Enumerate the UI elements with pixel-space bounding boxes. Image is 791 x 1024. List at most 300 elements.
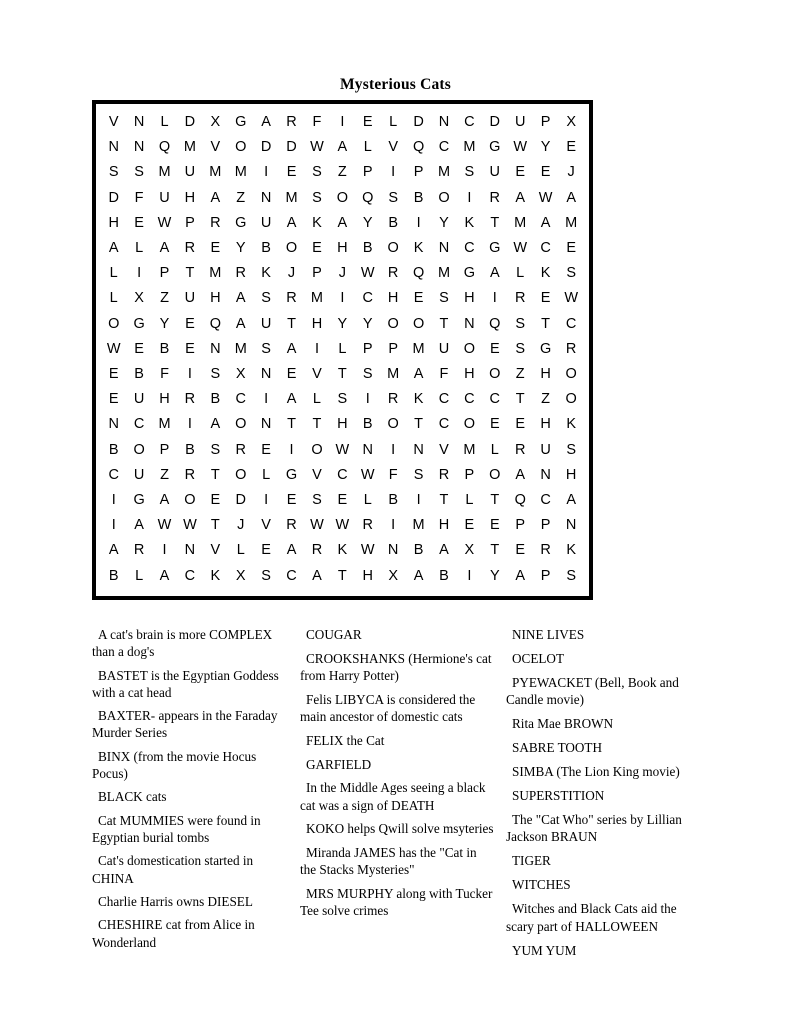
letter-cell[interactable]: M bbox=[209, 265, 222, 282]
letter-cell[interactable]: N bbox=[362, 441, 373, 458]
letter-cell[interactable]: H bbox=[565, 466, 577, 483]
letter-cell[interactable]: C bbox=[362, 290, 373, 307]
letter-cell[interactable]: G bbox=[539, 340, 552, 357]
letter-cell[interactable]: A bbox=[286, 391, 297, 408]
letter-cell[interactable]: L bbox=[160, 114, 169, 130]
letter-cell[interactable]: I bbox=[467, 567, 472, 584]
letter-cell[interactable]: U bbox=[489, 164, 501, 181]
letter-cell[interactable]: W bbox=[360, 265, 375, 282]
letter-cell[interactable]: F bbox=[388, 466, 398, 483]
letter-cell[interactable]: W bbox=[335, 441, 350, 458]
letter-cell[interactable]: O bbox=[387, 240, 399, 257]
letter-cell[interactable]: O bbox=[438, 189, 450, 206]
letter-cell[interactable]: S bbox=[312, 189, 322, 206]
letter-cell[interactable]: W bbox=[157, 517, 172, 534]
letter-cell[interactable]: H bbox=[540, 416, 551, 433]
letter-cell[interactable]: U bbox=[260, 315, 272, 332]
letter-cell[interactable]: S bbox=[515, 315, 526, 332]
letter-cell[interactable]: E bbox=[134, 340, 144, 357]
letter-cell[interactable]: M bbox=[412, 340, 425, 357]
letter-cell[interactable]: Z bbox=[160, 466, 169, 483]
letter-cell[interactable]: R bbox=[286, 517, 297, 534]
letter-cell[interactable]: N bbox=[133, 139, 145, 156]
letter-cell[interactable]: D bbox=[235, 492, 246, 509]
letter-cell[interactable]: R bbox=[184, 391, 196, 408]
letter-cell[interactable]: M bbox=[463, 441, 476, 458]
letter-cell[interactable]: T bbox=[287, 416, 296, 433]
letter-cell[interactable]: N bbox=[413, 441, 424, 458]
letter-cell[interactable]: A bbox=[540, 214, 551, 231]
letter-cell[interactable]: B bbox=[362, 416, 373, 433]
letter-cell[interactable]: W bbox=[513, 240, 528, 257]
letter-cell[interactable]: K bbox=[413, 240, 424, 257]
letter-cell[interactable]: O bbox=[235, 416, 247, 433]
letter-cell[interactable]: O bbox=[108, 315, 120, 332]
letter-cell[interactable]: B bbox=[388, 492, 398, 509]
letter-cell[interactable]: H bbox=[362, 567, 373, 584]
letter-cell[interactable]: E bbox=[413, 290, 424, 307]
letter-cell[interactable]: S bbox=[134, 164, 144, 181]
letter-cell[interactable]: S bbox=[388, 189, 398, 206]
letter-cell[interactable]: O bbox=[387, 416, 399, 433]
letter-cell[interactable]: C bbox=[438, 416, 450, 433]
letter-cell[interactable]: P bbox=[159, 441, 170, 458]
letter-cell[interactable]: I bbox=[391, 517, 396, 534]
letter-cell[interactable]: Z bbox=[515, 366, 525, 383]
letter-cell[interactable]: T bbox=[210, 466, 220, 483]
letter-cell[interactable]: S bbox=[210, 441, 221, 458]
letter-cell[interactable]: C bbox=[464, 240, 475, 257]
letter-cell[interactable]: P bbox=[185, 214, 195, 231]
letter-cell[interactable]: K bbox=[566, 416, 576, 433]
letter-cell[interactable]: Q bbox=[489, 315, 501, 332]
letter-cell[interactable]: C bbox=[540, 240, 551, 257]
letter-cell[interactable]: W bbox=[513, 139, 528, 156]
letter-cell[interactable]: G bbox=[489, 240, 501, 257]
letter-cell[interactable]: L bbox=[312, 391, 321, 408]
letter-cell[interactable]: C bbox=[438, 139, 450, 156]
letter-cell[interactable]: H bbox=[438, 517, 450, 534]
letter-cell[interactable]: E bbox=[286, 164, 297, 181]
letter-cell[interactable]: L bbox=[109, 265, 118, 282]
letter-cell[interactable]: P bbox=[159, 265, 170, 282]
letter-cell[interactable]: E bbox=[108, 366, 119, 383]
letter-cell[interactable]: N bbox=[184, 542, 196, 559]
letter-cell[interactable]: T bbox=[337, 567, 347, 584]
letter-cell[interactable]: H bbox=[540, 366, 551, 383]
letter-cell[interactable]: T bbox=[312, 416, 322, 433]
letter-cell[interactable]: A bbox=[515, 189, 526, 206]
letter-cell[interactable]: T bbox=[490, 214, 500, 231]
letter-cell[interactable]: A bbox=[108, 542, 119, 559]
letter-cell[interactable]: Y bbox=[235, 240, 246, 257]
letter-cell[interactable]: M bbox=[437, 265, 451, 282]
letter-cell[interactable]: T bbox=[185, 265, 195, 282]
letter-cell[interactable]: A bbox=[515, 567, 526, 584]
letter-cell[interactable]: L bbox=[135, 567, 144, 584]
word-search-grid[interactable] bbox=[92, 100, 593, 600]
letter-cell[interactable]: S bbox=[261, 567, 271, 584]
letter-cell[interactable]: A bbox=[210, 416, 221, 433]
letter-cell[interactable]: E bbox=[261, 441, 271, 458]
letter-cell[interactable]: D bbox=[184, 114, 196, 130]
letter-cell[interactable]: J bbox=[338, 265, 346, 282]
letter-cell[interactable]: C bbox=[540, 492, 551, 509]
letter-cell[interactable]: M bbox=[158, 164, 171, 181]
letter-cell[interactable]: V bbox=[312, 366, 322, 383]
letter-cell[interactable]: Q bbox=[514, 492, 526, 509]
letter-cell[interactable]: Y bbox=[159, 315, 170, 332]
letter-cell[interactable]: S bbox=[413, 466, 424, 483]
letter-cell[interactable]: N bbox=[133, 114, 145, 130]
letter-cell[interactable]: I bbox=[467, 189, 472, 206]
letter-cell[interactable]: U bbox=[540, 441, 551, 458]
letter-cell[interactable]: C bbox=[337, 466, 348, 483]
letter-cell[interactable]: N bbox=[108, 139, 119, 156]
letter-cell[interactable]: C bbox=[235, 391, 246, 408]
letter-cell[interactable]: I bbox=[391, 441, 396, 458]
letter-cell[interactable]: M bbox=[183, 139, 196, 156]
letter-cell[interactable]: I bbox=[264, 391, 269, 408]
letter-cell[interactable]: E bbox=[108, 391, 119, 408]
letter-cell[interactable]: T bbox=[439, 315, 449, 332]
letter-cell[interactable]: A bbox=[159, 567, 170, 584]
letter-cell[interactable]: O bbox=[184, 492, 196, 509]
letter-cell[interactable]: D bbox=[260, 139, 272, 156]
letter-cell[interactable]: L bbox=[135, 240, 144, 257]
letter-cell[interactable]: H bbox=[337, 240, 348, 257]
letter-cell[interactable]: I bbox=[111, 517, 116, 534]
letter-cell[interactable]: T bbox=[210, 517, 220, 534]
letter-cell[interactable]: P bbox=[540, 517, 551, 534]
letter-cell[interactable]: B bbox=[439, 567, 449, 584]
letter-cell[interactable]: E bbox=[286, 366, 297, 383]
letter-cell[interactable]: L bbox=[465, 492, 474, 509]
letter-cell[interactable]: O bbox=[489, 466, 501, 483]
letter-cell[interactable]: S bbox=[566, 265, 576, 282]
letter-cell[interactable]: O bbox=[235, 139, 247, 156]
letter-cell[interactable]: V bbox=[261, 517, 271, 534]
letter-cell[interactable]: U bbox=[133, 466, 145, 483]
letter-cell[interactable]: R bbox=[438, 466, 450, 483]
letter-cell[interactable]: A bbox=[439, 542, 449, 559]
letter-cell[interactable]: A bbox=[286, 214, 297, 231]
letter-cell[interactable]: P bbox=[362, 164, 373, 181]
letter-cell[interactable]: I bbox=[340, 114, 345, 130]
letter-cell[interactable]: S bbox=[261, 290, 271, 307]
letter-cell[interactable]: E bbox=[210, 240, 221, 257]
letter-cell[interactable]: S bbox=[210, 366, 221, 383]
letter-cell[interactable]: R bbox=[235, 441, 246, 458]
letter-cell[interactable]: S bbox=[439, 290, 449, 307]
letter-cell[interactable]: N bbox=[387, 542, 399, 559]
letter-cell[interactable]: N bbox=[438, 114, 450, 130]
letter-cell[interactable]: G bbox=[285, 466, 298, 483]
letter-cell[interactable]: S bbox=[108, 164, 119, 181]
letter-cell[interactable]: I bbox=[340, 290, 345, 307]
letter-cell[interactable]: P bbox=[540, 114, 551, 130]
letter-cell[interactable]: E bbox=[185, 315, 195, 332]
letter-cell[interactable]: A bbox=[159, 240, 170, 257]
letter-cell[interactable]: I bbox=[137, 265, 142, 282]
letter-cell[interactable]: Y bbox=[540, 139, 551, 156]
letter-cell[interactable]: C bbox=[108, 466, 119, 483]
letter-cell[interactable]: U bbox=[514, 114, 526, 130]
letter-cell[interactable]: X bbox=[566, 114, 576, 130]
letter-cell[interactable]: R bbox=[184, 466, 196, 483]
letter-cell[interactable]: Z bbox=[236, 189, 246, 206]
letter-cell[interactable]: W bbox=[564, 290, 578, 307]
letter-cell[interactable]: F bbox=[134, 189, 144, 206]
letter-cell[interactable]: L bbox=[363, 139, 372, 156]
letter-cell[interactable]: E bbox=[286, 492, 297, 509]
letter-cell[interactable]: T bbox=[337, 366, 347, 383]
letter-cell[interactable]: Q bbox=[412, 265, 425, 282]
letter-cell[interactable]: E bbox=[134, 214, 144, 231]
letter-cell[interactable]: C bbox=[133, 416, 145, 433]
letter-cell[interactable]: Q bbox=[412, 139, 425, 156]
letter-cell[interactable]: A bbox=[286, 340, 297, 357]
letter-cell[interactable]: R bbox=[362, 517, 373, 534]
letter-cell[interactable]: J bbox=[287, 265, 296, 282]
letter-cell[interactable]: A bbox=[566, 189, 576, 206]
letter-cell[interactable]: B bbox=[413, 542, 424, 559]
letter-cell[interactable]: O bbox=[311, 441, 323, 458]
letter-cell[interactable]: D bbox=[286, 139, 297, 156]
letter-cell[interactable]: E bbox=[362, 114, 373, 130]
letter-cell[interactable]: R bbox=[514, 290, 526, 307]
letter-cell[interactable]: I bbox=[187, 366, 192, 383]
letter-cell[interactable]: N bbox=[260, 366, 272, 383]
letter-cell[interactable]: R bbox=[235, 265, 246, 282]
letter-cell[interactable]: A bbox=[489, 265, 500, 282]
letter-cell[interactable]: L bbox=[389, 114, 398, 130]
letter-cell[interactable]: E bbox=[515, 416, 526, 433]
letter-cell[interactable]: C bbox=[464, 114, 475, 130]
letter-cell[interactable]: B bbox=[362, 240, 373, 257]
letter-cell[interactable]: N bbox=[108, 416, 119, 433]
letter-cell[interactable]: M bbox=[412, 517, 425, 534]
letter-cell[interactable]: G bbox=[463, 265, 476, 282]
letter-cell[interactable]: E bbox=[515, 164, 526, 181]
letter-cell[interactable]: G bbox=[133, 492, 145, 509]
letter-cell[interactable]: P bbox=[362, 340, 373, 357]
letter-cell[interactable]: L bbox=[109, 290, 118, 307]
letter-cell[interactable]: R bbox=[184, 240, 196, 257]
letter-cell[interactable]: E bbox=[540, 290, 551, 307]
letter-cell[interactable]: W bbox=[106, 340, 121, 357]
letter-cell[interactable]: O bbox=[133, 441, 145, 458]
letter-cell[interactable]: Q bbox=[362, 189, 374, 206]
letter-cell[interactable]: X bbox=[235, 567, 246, 584]
letter-cell[interactable]: Y bbox=[337, 315, 348, 332]
letter-cell[interactable]: B bbox=[413, 189, 424, 206]
letter-cell[interactable]: Q bbox=[158, 139, 171, 156]
letter-cell[interactable]: W bbox=[183, 517, 197, 534]
letter-cell[interactable]: P bbox=[515, 517, 526, 534]
letter-cell[interactable]: E bbox=[210, 492, 221, 509]
letter-cell[interactable]: W bbox=[310, 517, 324, 534]
letter-cell[interactable]: I bbox=[264, 492, 269, 509]
letter-cell[interactable]: I bbox=[289, 441, 294, 458]
letter-cell[interactable]: S bbox=[515, 340, 526, 357]
letter-cell[interactable]: D bbox=[489, 114, 501, 130]
letter-cell[interactable]: R bbox=[387, 265, 399, 282]
letter-cell[interactable]: M bbox=[437, 164, 451, 181]
letter-cell[interactable]: P bbox=[464, 466, 475, 483]
letter-cell[interactable]: I bbox=[492, 290, 497, 307]
letter-cell[interactable]: E bbox=[185, 340, 195, 357]
letter-cell[interactable]: W bbox=[360, 542, 375, 559]
letter-cell[interactable]: Y bbox=[439, 214, 449, 231]
letter-cell[interactable]: E bbox=[566, 139, 576, 156]
letter-cell[interactable]: S bbox=[566, 567, 576, 584]
letter-cell[interactable]: O bbox=[412, 315, 425, 332]
letter-cell[interactable]: B bbox=[210, 391, 221, 408]
letter-cell[interactable]: T bbox=[515, 391, 525, 408]
letter-cell[interactable]: A bbox=[210, 189, 221, 206]
letter-cell[interactable]: U bbox=[133, 391, 145, 408]
letter-cell[interactable]: R bbox=[133, 542, 145, 559]
letter-cell[interactable]: R bbox=[286, 290, 297, 307]
letter-cell[interactable]: M bbox=[209, 164, 222, 181]
letter-cell[interactable]: H bbox=[311, 315, 323, 332]
letter-cell[interactable]: Y bbox=[362, 315, 373, 332]
letter-cell[interactable]: L bbox=[516, 265, 525, 282]
letter-cell[interactable]: B bbox=[134, 366, 144, 383]
letter-cell[interactable]: M bbox=[310, 290, 323, 307]
letter-cell[interactable]: E bbox=[489, 416, 500, 433]
letter-cell[interactable]: N bbox=[540, 466, 551, 483]
letter-cell[interactable]: Z bbox=[541, 391, 551, 408]
letter-cell[interactable]: A bbox=[261, 114, 271, 130]
letter-cell[interactable]: T bbox=[414, 416, 423, 433]
letter-cell[interactable]: L bbox=[262, 466, 271, 483]
letter-cell[interactable]: O bbox=[489, 366, 501, 383]
letter-cell[interactable]: F bbox=[160, 366, 169, 383]
letter-cell[interactable]: E bbox=[515, 542, 526, 559]
letter-cell[interactable]: K bbox=[210, 567, 221, 584]
letter-cell[interactable]: I bbox=[391, 164, 396, 181]
letter-cell[interactable]: A bbox=[566, 492, 576, 509]
letter-cell[interactable]: B bbox=[261, 240, 271, 257]
letter-cell[interactable]: I bbox=[365, 391, 370, 408]
letter-cell[interactable]: O bbox=[235, 466, 247, 483]
letter-cell[interactable]: C bbox=[286, 567, 297, 584]
letter-cell[interactable]: X bbox=[464, 542, 475, 559]
letter-cell[interactable]: I bbox=[111, 492, 116, 509]
letter-cell[interactable]: L bbox=[490, 441, 499, 458]
letter-cell[interactable]: D bbox=[108, 189, 119, 206]
letter-cell[interactable]: T bbox=[541, 315, 551, 332]
letter-cell[interactable]: A bbox=[312, 567, 322, 584]
letter-cell[interactable]: M bbox=[565, 214, 578, 231]
letter-cell[interactable]: M bbox=[234, 164, 247, 181]
letter-cell[interactable]: P bbox=[388, 340, 398, 357]
letter-cell[interactable]: T bbox=[490, 492, 500, 509]
letter-cell[interactable]: G bbox=[133, 315, 145, 332]
letter-cell[interactable]: M bbox=[234, 340, 247, 357]
letter-cell[interactable]: E bbox=[261, 542, 271, 559]
letter-cell[interactable]: W bbox=[360, 466, 375, 483]
letter-cell[interactable]: P bbox=[540, 567, 551, 584]
letter-cell[interactable]: A bbox=[337, 214, 348, 231]
letter-cell[interactable]: E bbox=[337, 492, 348, 509]
letter-cell[interactable]: J bbox=[237, 517, 245, 534]
letter-cell[interactable]: T bbox=[287, 315, 296, 332]
letter-cell[interactable]: V bbox=[210, 542, 221, 559]
letter-cell[interactable]: W bbox=[310, 139, 324, 156]
letter-cell[interactable]: S bbox=[362, 366, 373, 383]
letter-cell[interactable]: T bbox=[490, 542, 500, 559]
letter-cell[interactable]: B bbox=[108, 441, 119, 458]
letter-cell[interactable]: R bbox=[210, 214, 221, 231]
letter-cell[interactable]: H bbox=[184, 189, 196, 206]
letter-cell[interactable]: J bbox=[567, 164, 575, 181]
letter-cell[interactable]: X bbox=[134, 290, 144, 307]
letter-cell[interactable]: A bbox=[515, 466, 526, 483]
letter-cell[interactable]: R bbox=[540, 542, 551, 559]
letter-cell[interactable]: K bbox=[540, 265, 551, 282]
letter-cell[interactable]: G bbox=[235, 214, 247, 231]
letter-cell[interactable]: E bbox=[312, 240, 322, 257]
letter-cell[interactable]: H bbox=[159, 391, 170, 408]
letter-cell[interactable]: Y bbox=[362, 214, 373, 231]
letter-cell[interactable]: H bbox=[337, 416, 348, 433]
letter-cell[interactable]: N bbox=[565, 517, 577, 534]
letter-cell[interactable]: H bbox=[464, 290, 475, 307]
letter-cell[interactable]: S bbox=[312, 492, 322, 509]
letter-cell[interactable]: E bbox=[489, 340, 500, 357]
letter-cell[interactable]: A bbox=[337, 139, 348, 156]
letter-cell[interactable]: O bbox=[463, 340, 476, 357]
letter-cell[interactable]: A bbox=[235, 315, 246, 332]
letter-cell[interactable]: E bbox=[489, 517, 500, 534]
letter-cell[interactable]: I bbox=[314, 340, 319, 357]
letter-cell[interactable]: L bbox=[236, 542, 245, 559]
letter-cell[interactable]: N bbox=[260, 189, 272, 206]
letter-cell[interactable]: N bbox=[438, 240, 450, 257]
letter-cell[interactable]: N bbox=[464, 315, 475, 332]
letter-cell[interactable]: K bbox=[464, 214, 475, 231]
letter-cell[interactable]: U bbox=[184, 290, 196, 307]
letter-cell[interactable]: Z bbox=[160, 290, 169, 307]
letter-cell[interactable]: D bbox=[413, 114, 424, 130]
letter-cell[interactable]: R bbox=[311, 542, 323, 559]
letter-cell[interactable]: Y bbox=[489, 567, 500, 584]
letter-cell[interactable]: L bbox=[363, 492, 372, 509]
letter-cell[interactable]: N bbox=[210, 340, 221, 357]
letter-cell[interactable]: A bbox=[108, 240, 119, 257]
letter-cell[interactable]: B bbox=[159, 340, 170, 357]
letter-cell[interactable]: B bbox=[108, 567, 119, 584]
letter-cell[interactable]: O bbox=[565, 391, 577, 408]
letter-cell[interactable]: S bbox=[464, 164, 475, 181]
letter-cell[interactable]: Q bbox=[209, 315, 221, 332]
letter-cell[interactable]: I bbox=[162, 542, 167, 559]
letter-cell[interactable]: C bbox=[464, 391, 475, 408]
letter-cell[interactable]: C bbox=[184, 567, 196, 584]
letter-cell[interactable]: R bbox=[387, 391, 399, 408]
letter-cell[interactable]: E bbox=[566, 240, 576, 257]
letter-cell[interactable]: C bbox=[438, 391, 450, 408]
letter-cell[interactable]: V bbox=[388, 139, 398, 156]
letter-cell[interactable]: O bbox=[336, 189, 348, 206]
letter-cell[interactable]: R bbox=[514, 441, 526, 458]
letter-cell[interactable]: O bbox=[285, 240, 298, 257]
letter-cell[interactable]: K bbox=[413, 391, 424, 408]
letter-cell[interactable]: S bbox=[312, 164, 322, 181]
